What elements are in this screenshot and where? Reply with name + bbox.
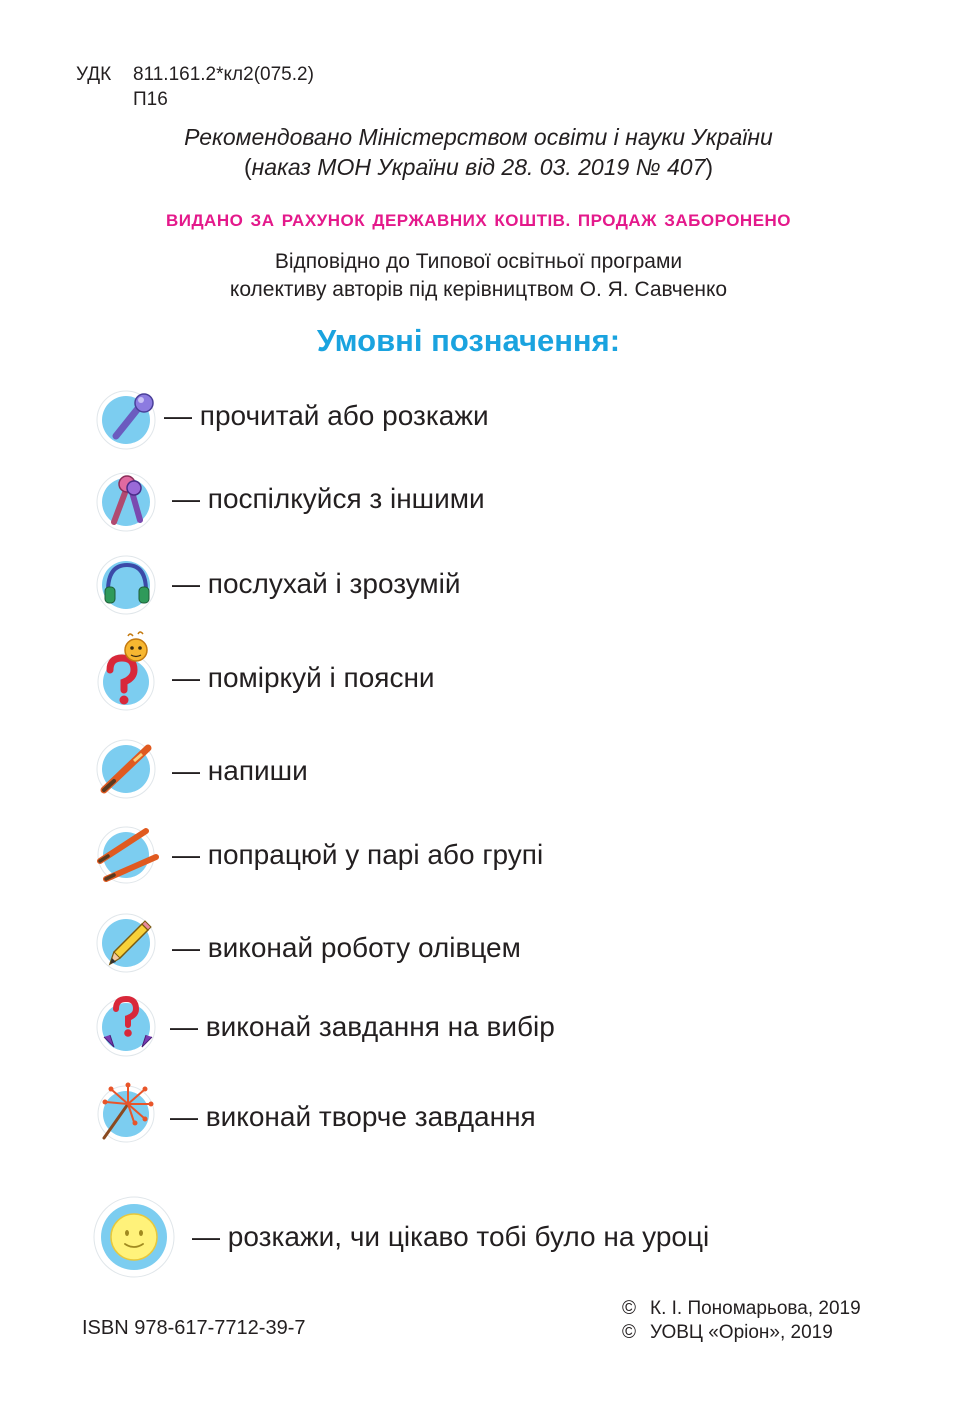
order-text: наказ МОН України від 28. 03. 2019 № 407 <box>251 154 706 180</box>
choice-question-icon <box>96 993 160 1059</box>
legend-label: — напиши <box>172 755 308 786</box>
legend-label: — послухай і зрозумій <box>172 568 461 599</box>
udk-code: 811.161.2*кл2(075.2) <box>133 64 314 85</box>
legend-title: Умовні позначення: <box>316 323 621 358</box>
headphones-icon <box>96 555 160 615</box>
udk-label: УДК <box>76 64 112 85</box>
program-line2: колективу авторів під керівництвом О. Я. Савченко <box>229 278 728 301</box>
legend-label: — розкажи, чи цікаво тобі було на уроці <box>192 1221 710 1252</box>
recommendation <box>0 122 957 182</box>
program-note <box>0 248 957 304</box>
two-pens-icon <box>94 825 160 885</box>
smiley-face-icon <box>92 1195 178 1279</box>
program-line1: Відповідно до Типової освітньої програми <box>274 250 683 273</box>
close-paren: ) <box>705 154 714 180</box>
legend-label: — виконай завдання на вибір <box>170 1011 555 1042</box>
microphone-icon <box>96 390 160 450</box>
classification-code: П16 <box>133 89 168 110</box>
copyright-author-text: К. І. Пономарьова, 2019 <box>650 1298 861 1319</box>
legend-label: — виконай роботу олівцем <box>172 932 521 963</box>
legend-label: — поспілкуйся з іншими <box>172 483 485 514</box>
copyright-author <box>622 1297 861 1321</box>
sparkler-icon <box>94 1080 160 1144</box>
legend-label: — поміркуй і поясни <box>172 662 435 693</box>
free-distribution-notice: ВИДАНО ЗА РАХУНОК ДЕРЖАВНИХ КОШТІВ. ПРОДАЖ ЗАБОРОНЕНО <box>165 211 792 230</box>
udk-block <box>76 62 314 110</box>
recommendation-line1: Рекомендовано Міністерством освіти і науки України <box>184 124 773 150</box>
legend-label: — прочитай або розкажи <box>164 400 489 431</box>
open-paren: ( <box>243 154 252 180</box>
isbn: ISBN 978-617-7712-39-7 <box>82 1317 306 1339</box>
legend-label: — виконай творче завдання <box>170 1101 536 1132</box>
thinking-question-icon <box>96 630 160 712</box>
legend-label: — попрацюй у парі або групі <box>172 839 544 870</box>
copyright-publisher-text: УОВЦ «Оріон», 2019 <box>650 1322 833 1343</box>
copyright-symbol: © <box>622 1298 636 1319</box>
recommendation-line2 <box>0 152 957 182</box>
pencil-icon <box>96 912 160 974</box>
copyright-symbol: © <box>622 1322 636 1343</box>
pen-icon <box>94 738 158 800</box>
copyright-publisher <box>622 1321 833 1345</box>
two-microphones-icon <box>96 472 160 532</box>
